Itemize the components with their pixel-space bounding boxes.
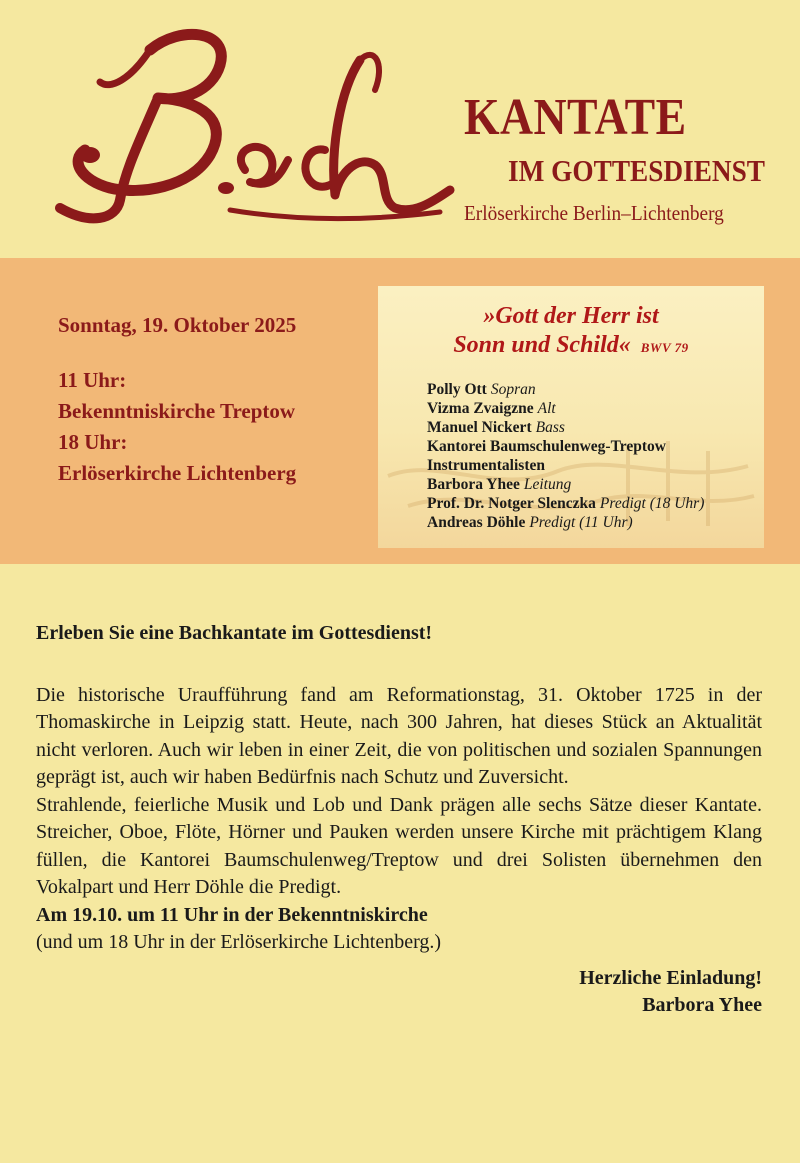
performer-role: Bass xyxy=(535,419,565,436)
work-title-line2: Sonn und Schild« xyxy=(453,332,631,358)
performer-role: Leitung xyxy=(523,476,572,493)
event-location-1: Bekenntniskirche Treptow xyxy=(58,399,296,423)
event-band xyxy=(0,258,800,564)
performer-name: Vizma Zvaigzne xyxy=(427,400,534,417)
performer-name: Prof. Dr. Notger Slenczka xyxy=(427,495,596,512)
performer-name: Kantorei Baumschulenweg-Treptow xyxy=(427,438,666,455)
closing-line: Herzliche Einladung! xyxy=(579,966,762,989)
header xyxy=(0,0,800,258)
event-time-1: 11 Uhr: xyxy=(58,368,127,392)
performer-name: Polly Ott xyxy=(427,381,487,398)
bwv-number: BWV 79 xyxy=(640,340,689,355)
title-kantate: KANTATE xyxy=(464,89,687,146)
performer-row xyxy=(427,418,704,437)
event-location-2: Erlöserkirche Lichtenberg xyxy=(58,461,297,485)
event-date: Sonntag, 19. Oktober 2025 xyxy=(58,313,297,337)
highlight-line: Am 19.10. um 11 Uhr in der Bekenntniskirche xyxy=(36,903,428,926)
performer-name: Andreas Döhle xyxy=(427,514,526,531)
performer-row xyxy=(427,380,704,399)
body-text xyxy=(36,620,762,1020)
performer-row xyxy=(427,513,704,532)
performer-row xyxy=(427,494,704,513)
performer-row xyxy=(427,475,704,494)
note-line: (und um 18 Uhr in der Erlöserkirche Lichtenberg.) xyxy=(36,931,442,953)
body-headline: Erleben Sie eine Bachkantate im Gottesdienst! xyxy=(36,622,433,644)
work-title-line1: »Gott der Herr ist xyxy=(483,303,659,329)
performer-name: Barbora Yhee xyxy=(427,476,520,493)
work-panel xyxy=(378,286,764,548)
performer-role: Predigt (11 Uhr) xyxy=(529,514,633,531)
performer-row xyxy=(427,399,704,418)
performer-name: Manuel Nickert xyxy=(427,419,532,436)
event-time-2: 18 Uhr: xyxy=(58,430,128,454)
performer-role: Predigt (18 Uhr) xyxy=(599,495,705,512)
performer-role: Sopran xyxy=(490,381,536,398)
performer-role: Alt xyxy=(537,400,556,417)
performer-row xyxy=(427,456,704,475)
performer-row xyxy=(427,437,704,456)
performer-name: Instrumentalisten xyxy=(427,457,545,474)
signature-block xyxy=(36,965,762,1020)
paragraph-history: Die historische Uraufführung fand am Reformationstag, 31. Oktober 1725 in der Thomaskirche in Leipzig statt. Heute, nach 300 Jahren, hat dieses Stück an Aktualität nicht verloren. Auch wir leben in einer Zeit, die von politischen und sozialen Spannungen geprägt ist, auch wir haben Bedürfnis nach Schutz und Zuversicht. xyxy=(36,683,762,788)
event-info xyxy=(58,310,296,489)
work-title xyxy=(378,302,764,362)
bach-signature-logo xyxy=(30,20,460,245)
signature-name: Barbora Yhee xyxy=(642,994,762,1016)
performers-list xyxy=(427,380,704,532)
title-place: Erlöserkirche Berlin–Lichtenberg xyxy=(464,201,724,225)
title-im-gottesdienst: IM GOTTESDIENST xyxy=(508,153,765,188)
paragraph-music: Strahlende, feierliche Musik und Lob und Dank prägen alle sechs Sätze dieser Kantate. Streicher, Oboe, Flöte, Hörner und Pauken werden unsere Kirche mit prächtigem Klang füllen, die Kantorei Baumschulenweg/Treptow und drei Solisten übernehmen den Vokalpart und Herr Döhle die Predigt. xyxy=(36,793,762,898)
